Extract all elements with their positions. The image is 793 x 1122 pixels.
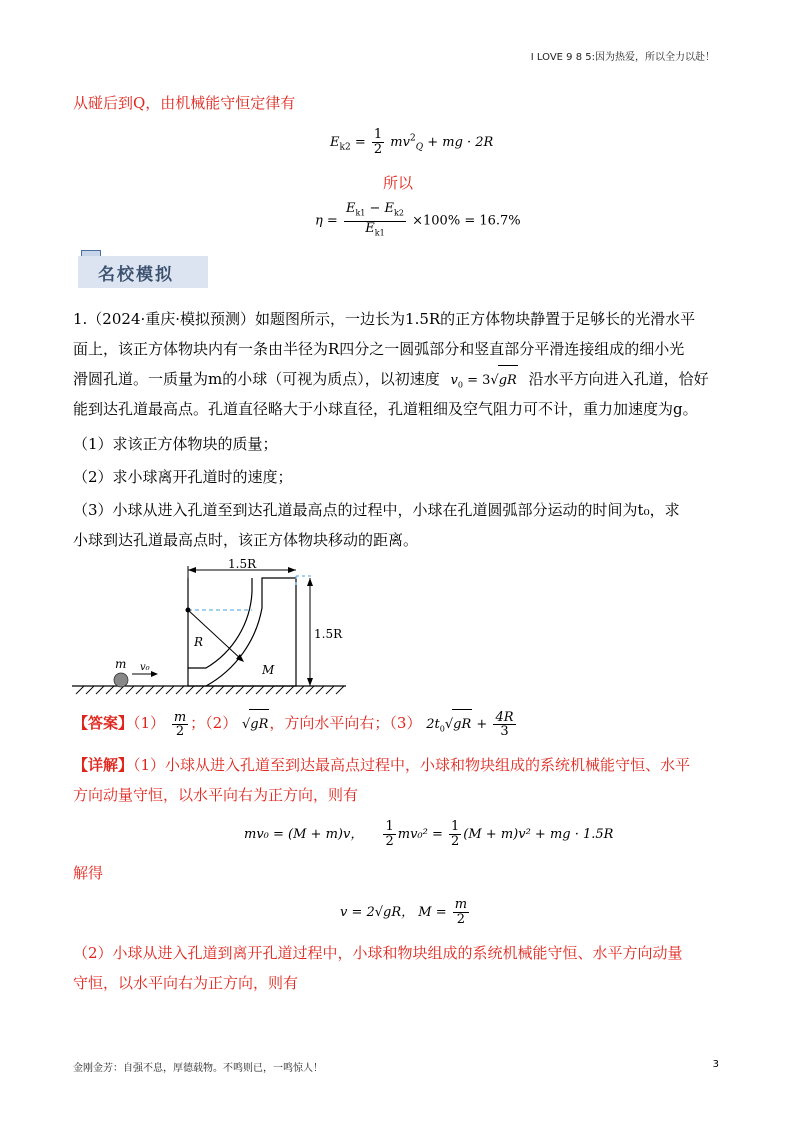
detail-line-1: 【详解】（1）小球从进入孔道至到达最高点过程中，小球和物块组成的系统机械能守恒、水平	[73, 756, 691, 774]
equation-solution: v = 2√gR， M = $\frac{m}{2}$	[340, 897, 468, 927]
equation-ek2: $E_{k2}$ = $\frac{1}{2}$ $mv^2_Q$ + mg · 2R	[330, 127, 494, 157]
question-line-4: 能到达孔道最高点。孔道直径略大于小球直径，孔道粗细及空气阻力可不计，重力加速度为g。	[73, 400, 698, 418]
page-footer: 金刚金芳：自强不息，厚德载物。不鸣则已，一鸣惊人！	[73, 1063, 323, 1074]
question-sub-2: （2）求小球离开孔道时的速度；	[73, 468, 293, 486]
solve-label: 解得	[73, 864, 104, 882]
intro-line: 从碰后到Q，由机械能守恒定律有	[73, 94, 296, 112]
velocity-label: v₀	[140, 662, 150, 673]
page-header: I LOVE 9 8 5:因为热爱，所以全力以赴！	[530, 52, 715, 63]
equation-momentum-energy: mv₀ = (M + m)v， $\frac{1}{2}$ mv₀² = $\frac{1}{2}$ (M + m)v² + mg · 1.5R	[244, 819, 614, 849]
question-sub-3b: 小球到达孔道最高点时，该正方体物块移动的距离。	[73, 531, 419, 549]
question-line-2: 面上，该正方体物块内有一条由半径为R四分之一圆弧部分和竖直部分平滑连接组成的细小光	[73, 340, 685, 358]
question-line-1: 1.（2024·重庆·模拟预测）如题图所示，一边长为1.5R的正方体物块静置于足够长的光滑水平	[73, 310, 696, 328]
ball-mass-label: m	[115, 657, 127, 671]
physics-figure	[66, 556, 356, 706]
detail-line-2: 方向动量守恒，以水平向右为正方向，则有	[73, 786, 359, 804]
radius-label: R	[194, 635, 204, 649]
block-mass-label: M	[262, 663, 275, 677]
answer-line: 【答案】（1） $\frac{m}{2}$ ；（2） √gR，方向水平向右；（3） $2t_0√gR$ + $\frac{4R}{3}$	[73, 709, 514, 739]
section-title: 名校模拟	[98, 265, 174, 285]
question-sub-1: （1）求该正方体物块的质量；	[73, 435, 278, 453]
top-dimension-label: 1.5R	[228, 557, 257, 571]
question-line-3: 滑圆孔道。一质量为m的小球（可视为质点），以初速度 $v_0 = 3√gR$ 沿水平方向进入孔道，恰好	[73, 364, 723, 401]
detail-line-4: 守恒，以水平向右为正方向，则有	[73, 974, 299, 992]
detail-line-3: （2）小球从进入孔道到离开孔道过程中，小球和物块组成的系统机械能守恒、水平方向动量	[73, 944, 683, 962]
so-label: 所以	[383, 174, 414, 192]
page-number: 3	[712, 1059, 719, 1070]
side-dimension-label: 1.5R	[314, 627, 343, 641]
question-sub-3a: （3）小球从进入孔道至到达孔道最高点的过程中，小球在孔道圆弧部分运动的时间为t₀，求	[73, 501, 680, 519]
ball-icon	[114, 673, 128, 687]
block-outline	[188, 578, 296, 686]
equation-efficiency: η = $\frac{E_{k1} - E_{k2}}{E_{k1}}$ ×100% = 16.7%	[315, 201, 521, 238]
